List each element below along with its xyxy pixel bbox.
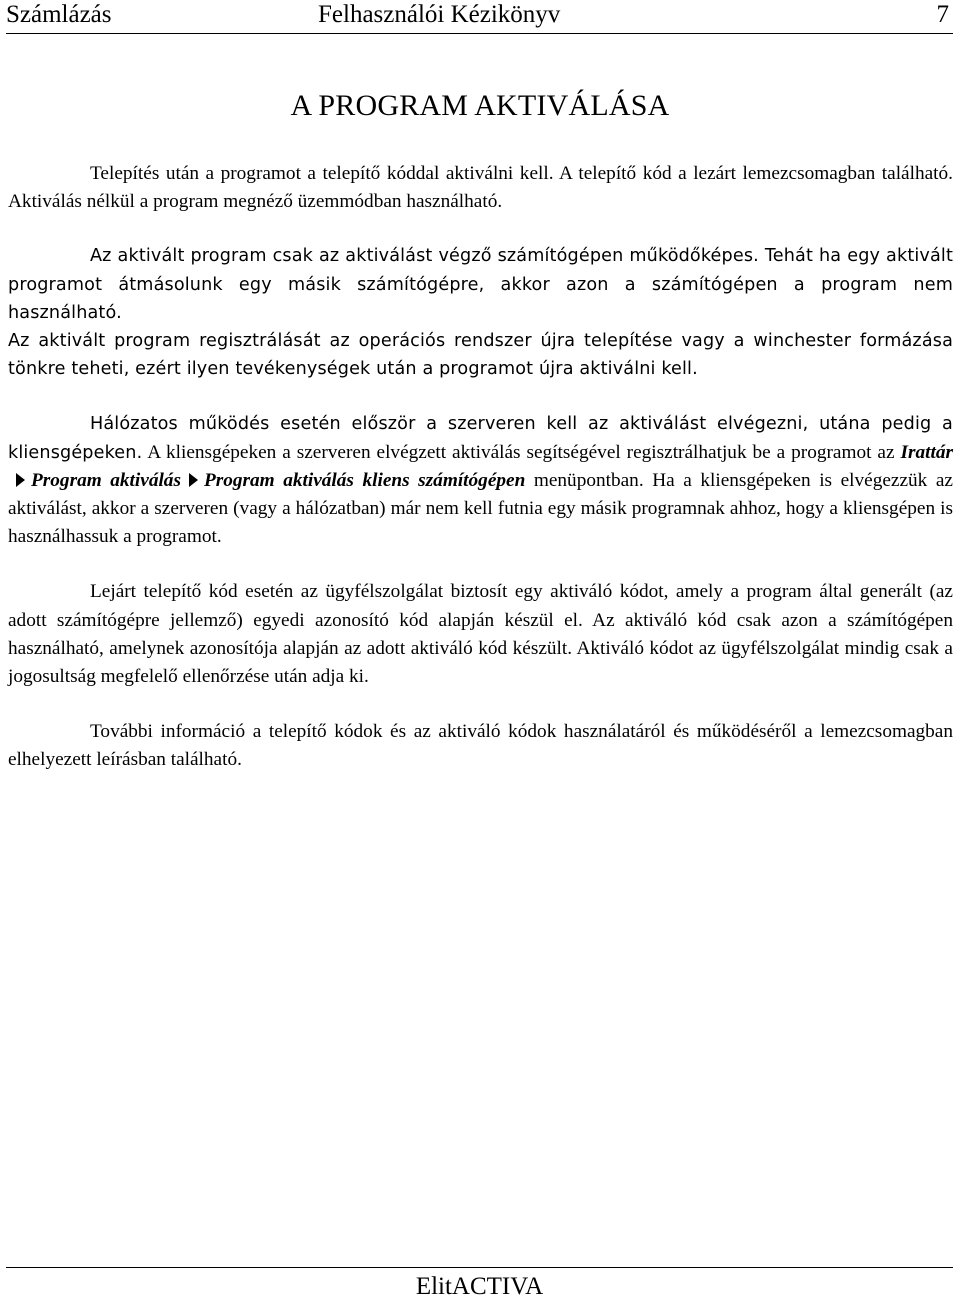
page-header: [6, 0, 953, 34]
network-activation-intro: Hálózatos működés esetén először a szerveren kell az aktiválást elvégezni, utána pedig a kliensgépeken.: [8, 414, 953, 463]
network-activation-after-menu: menüpontban. Ha a kliensgépeken is elvégezzük az aktiválást, akkor a szerveren (vagy a hálózatban) már nem kell futnia egy másik programnak ahhoz, hogy a kliensgépen is használhassuk a programot.: [8, 469, 953, 548]
menu-arrow-icon: [189, 473, 198, 487]
header-page-number: 7: [936, 1, 949, 28]
paragraph-installation: Telepítés után a programot a telepítő kóddal aktiválni kell. A telepítő kód a lezárt lemezcsomagban található. Aktiválás nélkül a program megnéző üzemmódban használható.: [8, 163, 953, 213]
paragraph-expired-code: Lejárt telepítő kód esetén az ügyfélszolgálat biztosít egy aktiváló kódot, amely a program által generált (az adott számítógépre jellemző) egyedi azonosító kód alapján készül el. Az aktiváló kód csak azon a számítógépen használható, amelynek azonosítója alapján az adott aktiváló kód készült. Aktiváló kódot az ügyfélszolgálat mindig csak a jogosultság megfelelő ellenőrzése után adja ki.: [8, 581, 953, 688]
paragraph-network-activation: [8, 410, 953, 551]
menu-path-program-aktivalas: Program aktiválás: [31, 469, 181, 491]
menu-path-kliens-aktivalas: Program aktiválás kliens számítógépen: [203, 469, 526, 491]
page-footer: [6, 1267, 953, 1302]
header-document-title: Felhasználói Kézikönyv: [318, 1, 561, 28]
header-product-name: Számlázás: [6, 1, 112, 28]
footer-brand: ElitACTIVA: [415, 1273, 544, 1300]
section-title: A PROGRAM AKTIVÁLÁSA: [290, 89, 670, 122]
paragraph-further-info: További információ a telepítő kódok és az aktiváló kódok használatáról és működéséről a lemezcsomagban elhelyezett leírásban található.: [8, 721, 953, 771]
document-body: [8, 160, 953, 775]
paragraph-registration-loss-text: Az aktivált program regisztrálását az operációs rendszer újra telepítése vagy a winchester formázása tönkre teheti, ezért ilyen tevékenységek után a programot újra aktiválni kell.: [8, 331, 953, 380]
network-activation-before-menu: A kliensgépeken a szerveren elvégzett aktiválás segítségével regisztrálhatjuk be a programot az: [147, 441, 895, 463]
paragraph-activated-machine: Az aktivált program csak az aktiválást végző számítógépen működőképes. Tehát ha egy aktivált programot átmásolunk egy másik számítógépre, akkor azon a számítógépen a program nem használható.: [8, 246, 953, 323]
menu-path-irattar: Irattár: [900, 441, 953, 463]
menu-arrow-icon: [16, 473, 25, 487]
paragraph-registration-loss: [8, 327, 953, 383]
